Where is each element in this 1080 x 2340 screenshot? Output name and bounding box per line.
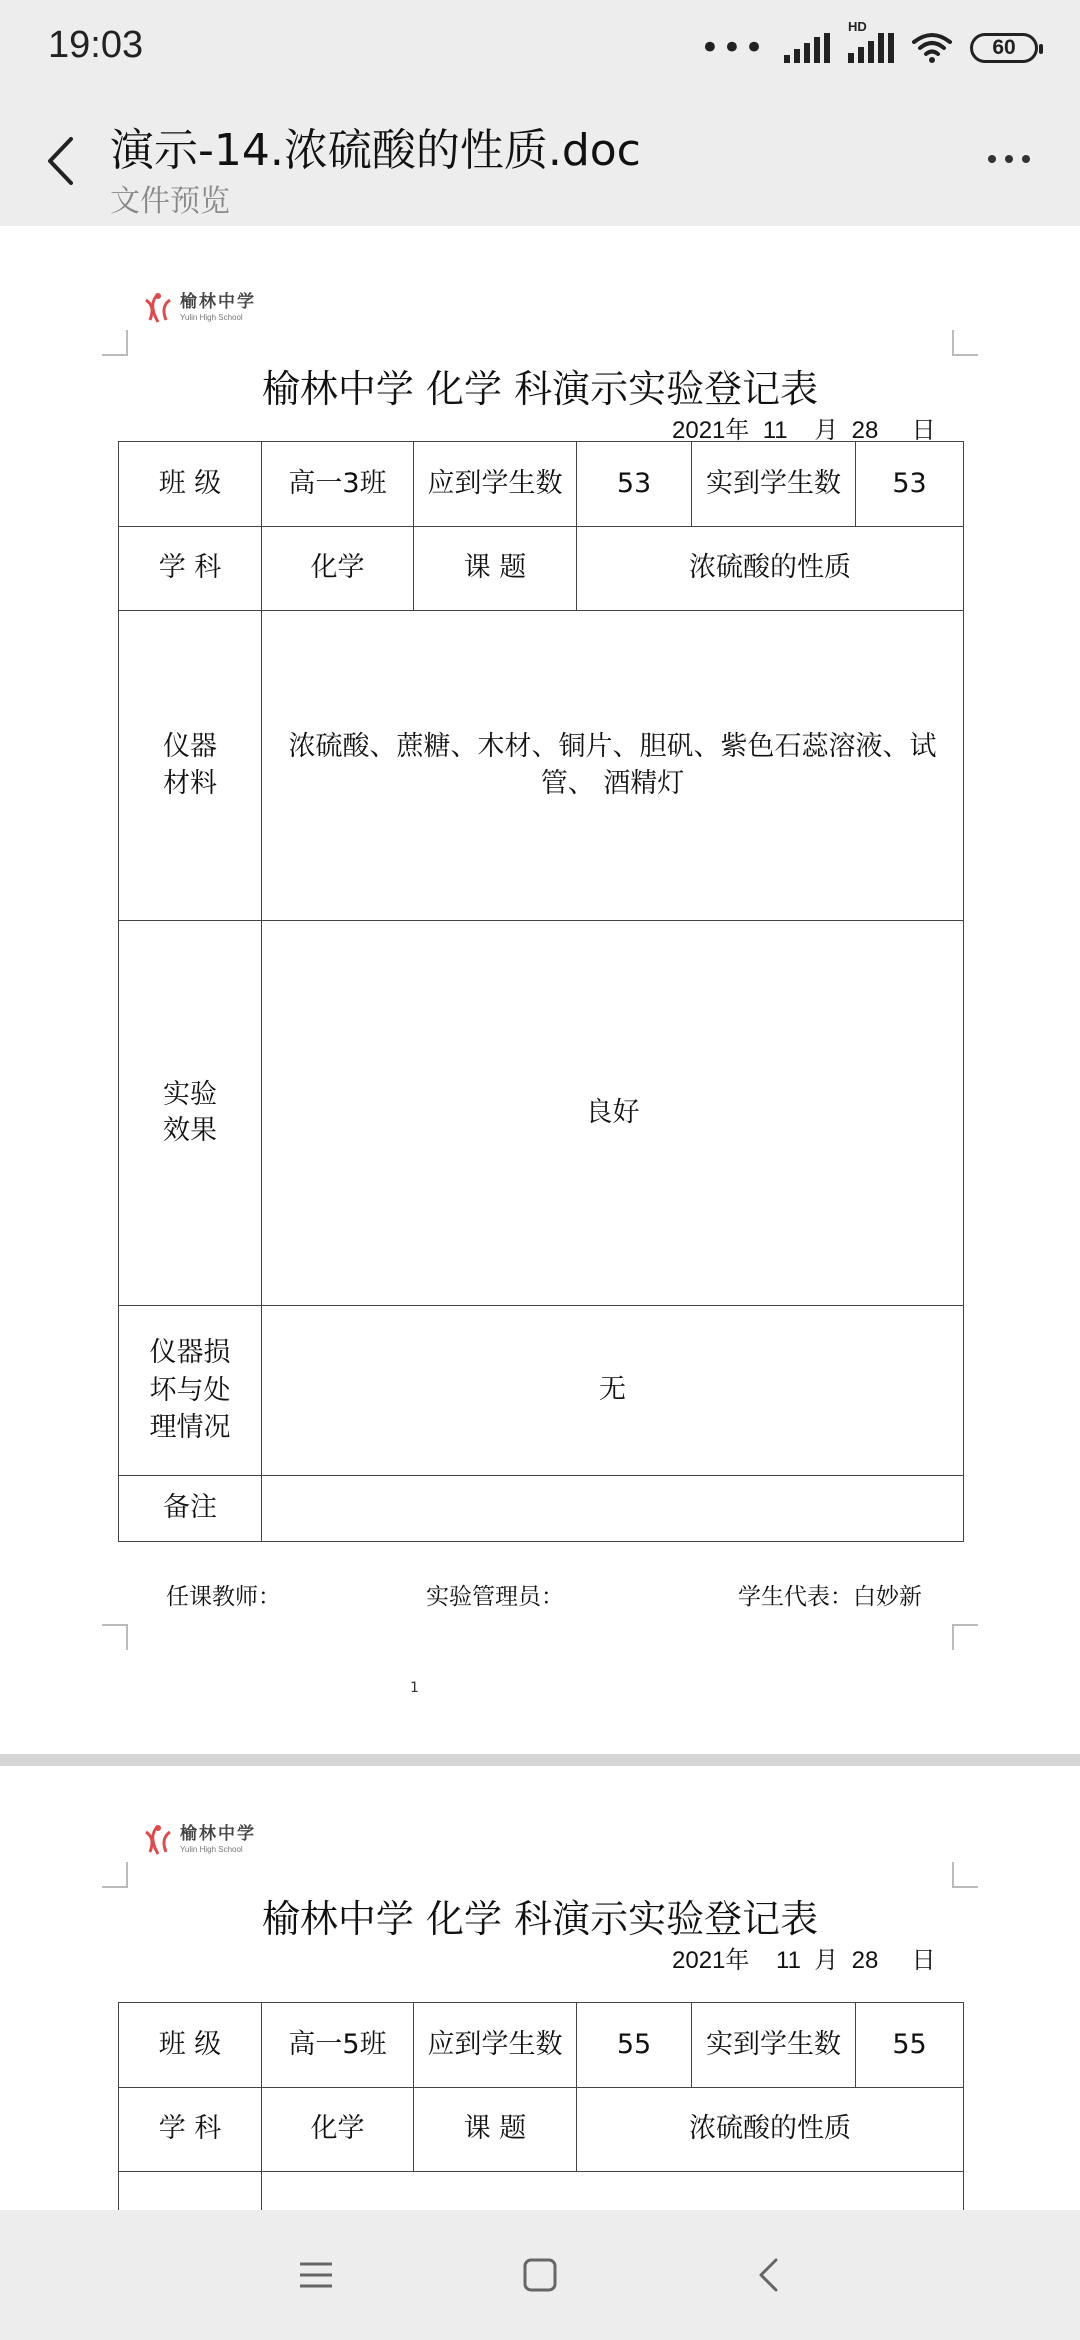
- logo-chinese-name: 榆林中学: [180, 1824, 256, 1844]
- more-dots-icon: •••: [699, 28, 766, 68]
- document-page-2: [0, 1766, 1080, 2210]
- table-row: [119, 611, 964, 921]
- school-logo-mark-icon: [140, 1822, 176, 1858]
- table-row: [119, 1476, 964, 1542]
- menu-icon: [298, 2260, 334, 2290]
- registration-table: [118, 441, 964, 1542]
- more-dot: [1022, 155, 1030, 163]
- actual-students-value: 55: [856, 2003, 964, 2088]
- nav-back-button[interactable]: [738, 2245, 798, 2305]
- page-corner-mark: [952, 1624, 978, 1650]
- topic-label: 课 题: [414, 2088, 577, 2172]
- teacher-signature: 任课教师：: [166, 1584, 281, 1610]
- subject-value: 化学: [262, 2088, 414, 2172]
- effect-value: 良好: [262, 921, 964, 1306]
- school-logo-mark-icon: [140, 290, 176, 326]
- class-label: 班 级: [119, 442, 262, 527]
- form-date: 2021年 11 月 28 日: [672, 1947, 936, 1974]
- page-corner-mark: [102, 1862, 128, 1888]
- form-title: 榆林中学 化学 科演示实验登记表: [261, 367, 819, 411]
- signal-icon: [784, 33, 830, 63]
- materials-value: 浓硫酸、蔗糖、木材、铜片、胆矾、紫色石蕊溶液、试管、 酒精灯: [262, 611, 964, 921]
- form-title: 榆林中学 化学 科演示实验登记表: [261, 1897, 819, 1941]
- expected-students-label: 应到学生数: [414, 2003, 577, 2088]
- topic-value: 浓硫酸的性质: [577, 527, 964, 611]
- back-chevron-icon: [756, 2257, 780, 2293]
- manager-signature: 实验管理员：: [426, 1584, 564, 1610]
- home-button[interactable]: [510, 2245, 570, 2305]
- class-value: 高一5班: [262, 2003, 414, 2088]
- app-header: [0, 96, 1080, 226]
- subject-label: 学 科: [119, 2088, 262, 2172]
- actual-students-label: 实到学生数: [692, 2003, 856, 2088]
- more-options-button[interactable]: [974, 134, 1044, 184]
- student-signature: 学生代表：白妙新: [738, 1584, 922, 1610]
- table-row: [119, 921, 964, 1306]
- document-subtitle: 文件预览: [110, 184, 230, 219]
- wifi-icon: [912, 32, 952, 64]
- page-number: 1: [410, 1680, 419, 1696]
- damage-value: 无: [262, 1306, 964, 1476]
- status-bar: [0, 0, 1080, 96]
- expected-students-value: 53: [577, 442, 692, 527]
- menu-button[interactable]: [286, 2245, 346, 2305]
- registration-table: [118, 2002, 964, 2210]
- note-label: 备注: [119, 1476, 262, 1542]
- page-separator: [0, 1754, 1080, 1766]
- document-preview[interactable]: [0, 226, 1080, 2210]
- table-cell: [262, 2172, 964, 2211]
- home-square-icon: [522, 2257, 558, 2293]
- page-corner-mark: [952, 1862, 978, 1888]
- logo-english-name: Yulin High School: [180, 1845, 243, 1854]
- subject-value: 化学: [262, 527, 414, 611]
- class-value: 高一3班: [262, 442, 414, 527]
- expected-students-value: 55: [577, 2003, 692, 2088]
- class-label: 班 级: [119, 2003, 262, 2088]
- document-page-1: [0, 226, 1080, 1754]
- back-arrow-icon: [45, 136, 75, 186]
- school-logo: [140, 1822, 256, 1858]
- topic-value: 浓硫酸的性质: [577, 2088, 964, 2172]
- hd-label: HD: [848, 19, 867, 34]
- battery-icon: 60: [970, 33, 1038, 63]
- table-cell: [119, 2172, 262, 2211]
- page-corner-mark: [952, 330, 978, 356]
- more-vertical-dots-icon: [988, 155, 996, 163]
- table-row: [119, 527, 964, 611]
- table-row: [119, 2172, 964, 2211]
- logo-english-name: Yulin High School: [180, 313, 243, 322]
- damage-label: 仪器损坏与处理情况: [119, 1306, 262, 1476]
- document-title: 演示-14.浓硫酸的性质.doc: [110, 125, 641, 176]
- more-dot: [1005, 155, 1013, 163]
- back-button[interactable]: [30, 126, 90, 196]
- table-row: [119, 2088, 964, 2172]
- materials-label: 仪器材料: [119, 611, 262, 921]
- status-time: 19:03: [48, 24, 144, 66]
- form-date: 2021年 11 月 28 日: [672, 417, 936, 444]
- page-corner-mark: [102, 1624, 128, 1650]
- topic-label: 课 题: [414, 527, 577, 611]
- table-row: [119, 442, 964, 527]
- school-logo: [140, 290, 256, 326]
- system-nav-bar: [0, 2210, 1080, 2340]
- hd-signal-icon: [848, 19, 894, 63]
- table-row: [119, 2003, 964, 2088]
- logo-chinese-name: 榆林中学: [180, 292, 256, 312]
- status-icons: [699, 19, 1038, 68]
- actual-students-label: 实到学生数: [692, 442, 856, 527]
- note-value: [262, 1476, 964, 1542]
- expected-students-label: 应到学生数: [414, 442, 577, 527]
- subject-label: 学 科: [119, 527, 262, 611]
- actual-students-value: 53: [856, 442, 964, 527]
- effect-label: 实验效果: [119, 921, 262, 1306]
- page-corner-mark: [102, 330, 128, 356]
- table-row: [119, 1306, 964, 1476]
